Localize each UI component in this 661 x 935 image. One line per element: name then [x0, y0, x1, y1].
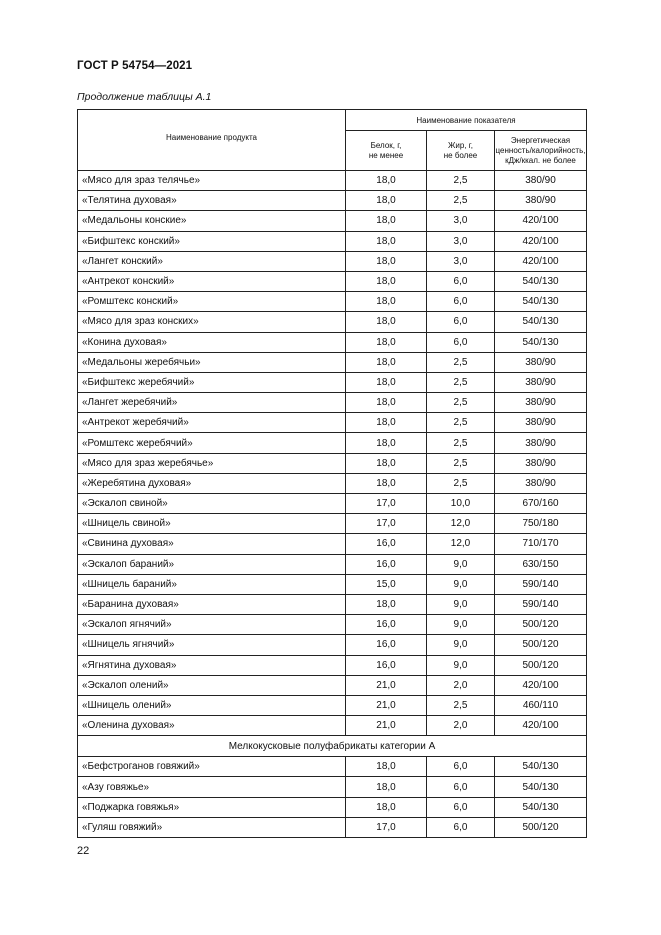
- protein-cell: 18,0: [346, 171, 427, 191]
- table-row: [78, 554, 587, 574]
- protein-cell: 18,0: [346, 332, 427, 352]
- energy-cell: 540/130: [495, 797, 587, 817]
- protein-cell: 18,0: [346, 292, 427, 312]
- table-row: [78, 332, 587, 352]
- header-energy-line-1: Энергетическая: [510, 135, 571, 145]
- energy-cell: 420/100: [495, 716, 587, 736]
- protein-cell: 16,0: [346, 655, 427, 675]
- table-row: [78, 716, 587, 736]
- table-row: [78, 251, 587, 271]
- table-row: [78, 352, 587, 372]
- product-name-cell: «Поджарка говяжья»: [78, 797, 346, 817]
- protein-cell: 16,0: [346, 554, 427, 574]
- protein-cell: 17,0: [346, 817, 427, 837]
- table-row: [78, 757, 587, 777]
- product-name-cell: «Ромштекс жеребячий»: [78, 433, 346, 453]
- energy-cell: 380/90: [495, 352, 587, 372]
- protein-cell: 17,0: [346, 494, 427, 514]
- table-row: [78, 231, 587, 251]
- product-name-cell: «Шницель ягнячий»: [78, 635, 346, 655]
- product-name-cell: «Бифштекс жеребячий»: [78, 372, 346, 392]
- energy-cell: 380/90: [495, 393, 587, 413]
- protein-cell: 18,0: [346, 757, 427, 777]
- header-energy-line-2: ценность/калорийность,: [495, 145, 586, 155]
- fat-cell: 2,5: [427, 453, 495, 473]
- energy-cell: 380/90: [495, 473, 587, 493]
- protein-cell: 16,0: [346, 534, 427, 554]
- product-name-cell: «Антрекот жеребячий»: [78, 413, 346, 433]
- fat-cell: 2,0: [427, 716, 495, 736]
- protein-cell: 18,0: [346, 312, 427, 332]
- header-indicator-group: Наименование показателя: [346, 110, 587, 131]
- table-row: [78, 453, 587, 473]
- protein-cell: 21,0: [346, 675, 427, 695]
- fat-cell: 6,0: [427, 271, 495, 291]
- header-protein-line-1: Белок, г,: [370, 140, 402, 150]
- energy-cell: 420/100: [495, 211, 587, 231]
- header-fat-line-2: не более: [443, 150, 478, 160]
- table-row: [78, 655, 587, 675]
- protein-cell: 21,0: [346, 716, 427, 736]
- product-name-cell: «Шницель свиной»: [78, 514, 346, 534]
- fat-cell: 6,0: [427, 757, 495, 777]
- fat-cell: 2,0: [427, 675, 495, 695]
- table-row: [78, 292, 587, 312]
- table-row: [78, 312, 587, 332]
- energy-cell: 540/130: [495, 271, 587, 291]
- product-name-cell: «Эскалоп олений»: [78, 675, 346, 695]
- energy-cell: 540/130: [495, 757, 587, 777]
- fat-cell: 2,5: [427, 695, 495, 715]
- protein-cell: 16,0: [346, 615, 427, 635]
- fat-cell: 2,5: [427, 413, 495, 433]
- product-name-cell: «Свинина духовая»: [78, 534, 346, 554]
- energy-cell: 380/90: [495, 413, 587, 433]
- protein-cell: 18,0: [346, 231, 427, 251]
- fat-cell: 2,5: [427, 372, 495, 392]
- fat-cell: 2,5: [427, 171, 495, 191]
- fat-cell: 9,0: [427, 655, 495, 675]
- header-fat-line-1: Жир, г,: [448, 140, 473, 150]
- fat-cell: 6,0: [427, 332, 495, 352]
- fat-cell: 9,0: [427, 594, 495, 614]
- product-name-cell: «Телятина духовая»: [78, 191, 346, 211]
- product-name-cell: «Конина духовая»: [78, 332, 346, 352]
- energy-cell: 540/130: [495, 332, 587, 352]
- nutrition-table: [77, 109, 587, 838]
- fat-cell: 2,5: [427, 433, 495, 453]
- protein-cell: 18,0: [346, 251, 427, 271]
- header-fat: [427, 131, 495, 171]
- table-row: [78, 635, 587, 655]
- table-row: [78, 615, 587, 635]
- product-name-cell: «Бефстроганов говяжий»: [78, 757, 346, 777]
- energy-cell: 540/130: [495, 292, 587, 312]
- table-row: [78, 817, 587, 837]
- fat-cell: 3,0: [427, 251, 495, 271]
- table-row: [78, 271, 587, 291]
- table-row: [78, 211, 587, 231]
- energy-cell: 380/90: [495, 171, 587, 191]
- fat-cell: 12,0: [427, 514, 495, 534]
- product-name-cell: «Мясо для зраз жеребячье»: [78, 453, 346, 473]
- protein-cell: 18,0: [346, 211, 427, 231]
- section-title: Мелкокусковые полуфабрикаты категории А: [78, 736, 587, 757]
- energy-cell: 670/160: [495, 494, 587, 514]
- energy-cell: 500/120: [495, 615, 587, 635]
- product-name-cell: «Эскалоп бараний»: [78, 554, 346, 574]
- fat-cell: 2,5: [427, 473, 495, 493]
- product-name-cell: «Шницель олений»: [78, 695, 346, 715]
- protein-cell: 17,0: [346, 514, 427, 534]
- table-row: [78, 514, 587, 534]
- energy-cell: 590/140: [495, 594, 587, 614]
- energy-cell: 750/180: [495, 514, 587, 534]
- table-row: [78, 473, 587, 493]
- energy-cell: 630/150: [495, 554, 587, 574]
- header-protein-line-2: не менее: [368, 150, 404, 160]
- energy-cell: 380/90: [495, 191, 587, 211]
- fat-cell: 3,0: [427, 211, 495, 231]
- table-row: [78, 372, 587, 392]
- energy-cell: 710/170: [495, 534, 587, 554]
- protein-cell: 21,0: [346, 695, 427, 715]
- protein-cell: 18,0: [346, 191, 427, 211]
- energy-cell: 380/90: [495, 433, 587, 453]
- protein-cell: 18,0: [346, 433, 427, 453]
- table-row: [78, 695, 587, 715]
- protein-cell: 18,0: [346, 777, 427, 797]
- product-name-cell: «Гуляш говяжий»: [78, 817, 346, 837]
- fat-cell: 6,0: [427, 797, 495, 817]
- fat-cell: 6,0: [427, 777, 495, 797]
- header-protein: [346, 131, 427, 171]
- protein-cell: 18,0: [346, 393, 427, 413]
- fat-cell: 9,0: [427, 574, 495, 594]
- fat-cell: 2,5: [427, 191, 495, 211]
- product-name-cell: «Ромштекс конский»: [78, 292, 346, 312]
- energy-cell: 500/120: [495, 635, 587, 655]
- energy-cell: 420/100: [495, 251, 587, 271]
- product-name-cell: «Эскалоп ягнячий»: [78, 615, 346, 635]
- protein-cell: 18,0: [346, 352, 427, 372]
- protein-cell: 18,0: [346, 271, 427, 291]
- protein-cell: 18,0: [346, 594, 427, 614]
- fat-cell: 10,0: [427, 494, 495, 514]
- energy-cell: 500/120: [495, 817, 587, 837]
- table-row: [78, 594, 587, 614]
- fat-cell: 9,0: [427, 615, 495, 635]
- protein-cell: 18,0: [346, 413, 427, 433]
- product-name-cell: «Медальоны жеребячьи»: [78, 352, 346, 372]
- energy-cell: 380/90: [495, 372, 587, 392]
- product-name-cell: «Лангет жеребячий»: [78, 393, 346, 413]
- product-name-cell: «Жеребятина духовая»: [78, 473, 346, 493]
- fat-cell: 9,0: [427, 554, 495, 574]
- table-body: [78, 171, 587, 838]
- energy-cell: 460/110: [495, 695, 587, 715]
- energy-cell: 540/130: [495, 777, 587, 797]
- energy-cell: 540/130: [495, 312, 587, 332]
- product-name-cell: «Ягнятина духовая»: [78, 655, 346, 675]
- table-row: [78, 494, 587, 514]
- product-name-cell: «Медальоны конские»: [78, 211, 346, 231]
- header-energy-line-3: кДж/ккал. не более: [505, 155, 576, 165]
- product-name-cell: «Шницель бараний»: [78, 574, 346, 594]
- protein-cell: 18,0: [346, 372, 427, 392]
- product-name-cell: «Азу говяжье»: [78, 777, 346, 797]
- product-name-cell: «Бифштекс конский»: [78, 231, 346, 251]
- page-number: 22: [77, 845, 90, 857]
- table-row: [78, 777, 587, 797]
- fat-cell: 6,0: [427, 292, 495, 312]
- protein-cell: 18,0: [346, 473, 427, 493]
- section-row: [78, 736, 587, 757]
- table-row: [78, 393, 587, 413]
- table-row: [78, 191, 587, 211]
- protein-cell: 18,0: [346, 453, 427, 473]
- fat-cell: 2,5: [427, 352, 495, 372]
- energy-cell: 380/90: [495, 453, 587, 473]
- product-name-cell: «Мясо для зраз телячье»: [78, 171, 346, 191]
- table-row: [78, 534, 587, 554]
- fat-cell: 3,0: [427, 231, 495, 251]
- product-name-cell: «Эскалоп свиной»: [78, 494, 346, 514]
- table-row: [78, 797, 587, 817]
- table-row: [78, 433, 587, 453]
- protein-cell: 16,0: [346, 635, 427, 655]
- header-product: Наименование продукта: [78, 110, 346, 171]
- table-row: [78, 675, 587, 695]
- product-name-cell: «Лангет конский»: [78, 251, 346, 271]
- fat-cell: 2,5: [427, 393, 495, 413]
- product-name-cell: «Мясо для зраз конских»: [78, 312, 346, 332]
- product-name-cell: «Оленина духовая»: [78, 716, 346, 736]
- document-code: ГОСТ Р 54754—2021: [77, 60, 193, 72]
- fat-cell: 6,0: [427, 817, 495, 837]
- protein-cell: 18,0: [346, 797, 427, 817]
- header-energy: [495, 131, 587, 171]
- product-name-cell: «Баранина духовая»: [78, 594, 346, 614]
- protein-cell: 15,0: [346, 574, 427, 594]
- energy-cell: 590/140: [495, 574, 587, 594]
- product-name-cell: «Антрекот конский»: [78, 271, 346, 291]
- fat-cell: 9,0: [427, 635, 495, 655]
- table-row: [78, 171, 587, 191]
- fat-cell: 12,0: [427, 534, 495, 554]
- energy-cell: 500/120: [495, 655, 587, 675]
- table-caption: Продолжение таблицы А.1: [77, 91, 212, 103]
- energy-cell: 420/100: [495, 675, 587, 695]
- table-row: [78, 413, 587, 433]
- energy-cell: 420/100: [495, 231, 587, 251]
- table-row: [78, 574, 587, 594]
- fat-cell: 6,0: [427, 312, 495, 332]
